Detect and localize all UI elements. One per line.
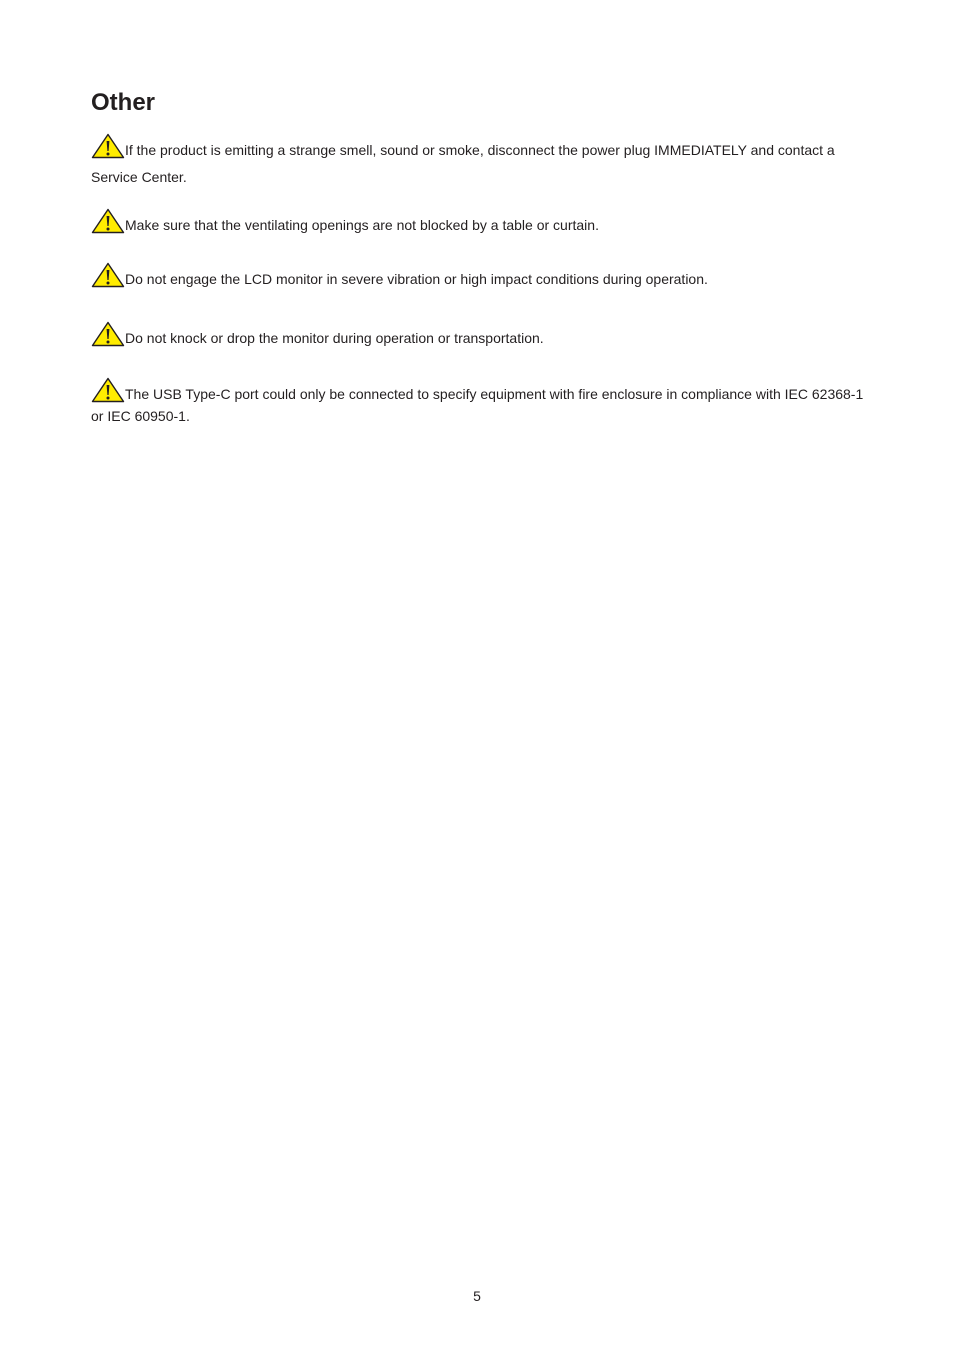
warning-triangle-icon	[91, 208, 125, 234]
warning-triangle-icon	[91, 133, 125, 159]
warning-text: Do not knock or drop the monitor during operation or transportation.	[125, 330, 544, 346]
warning-text: The USB Type-C port could only be connected to specify equipment with fire enclosure in compliance with IEC 62368-1 or IEC 60950-1.	[91, 386, 864, 424]
page-number: 5	[473, 1288, 481, 1304]
warning-item	[91, 321, 866, 352]
warning-text: Make sure that the ventilating openings are not blocked by a table or curtain.	[125, 217, 599, 233]
warning-item	[91, 377, 866, 427]
warning-text: Do not engage the LCD monitor in severe vibration or high impact conditions during operation.	[125, 271, 708, 287]
warning-triangle-icon	[91, 262, 125, 288]
warning-item	[91, 133, 866, 191]
page-title: Other	[91, 89, 156, 116]
warning-text: If the product is emitting a strange smell, sound or smoke, disconnect the power plug IMMEDIATELY and contact a Service Center.	[91, 142, 835, 185]
warning-triangle-icon	[91, 321, 125, 347]
warning-item	[91, 208, 866, 239]
warning-item	[91, 262, 866, 293]
warning-triangle-icon	[91, 377, 125, 403]
